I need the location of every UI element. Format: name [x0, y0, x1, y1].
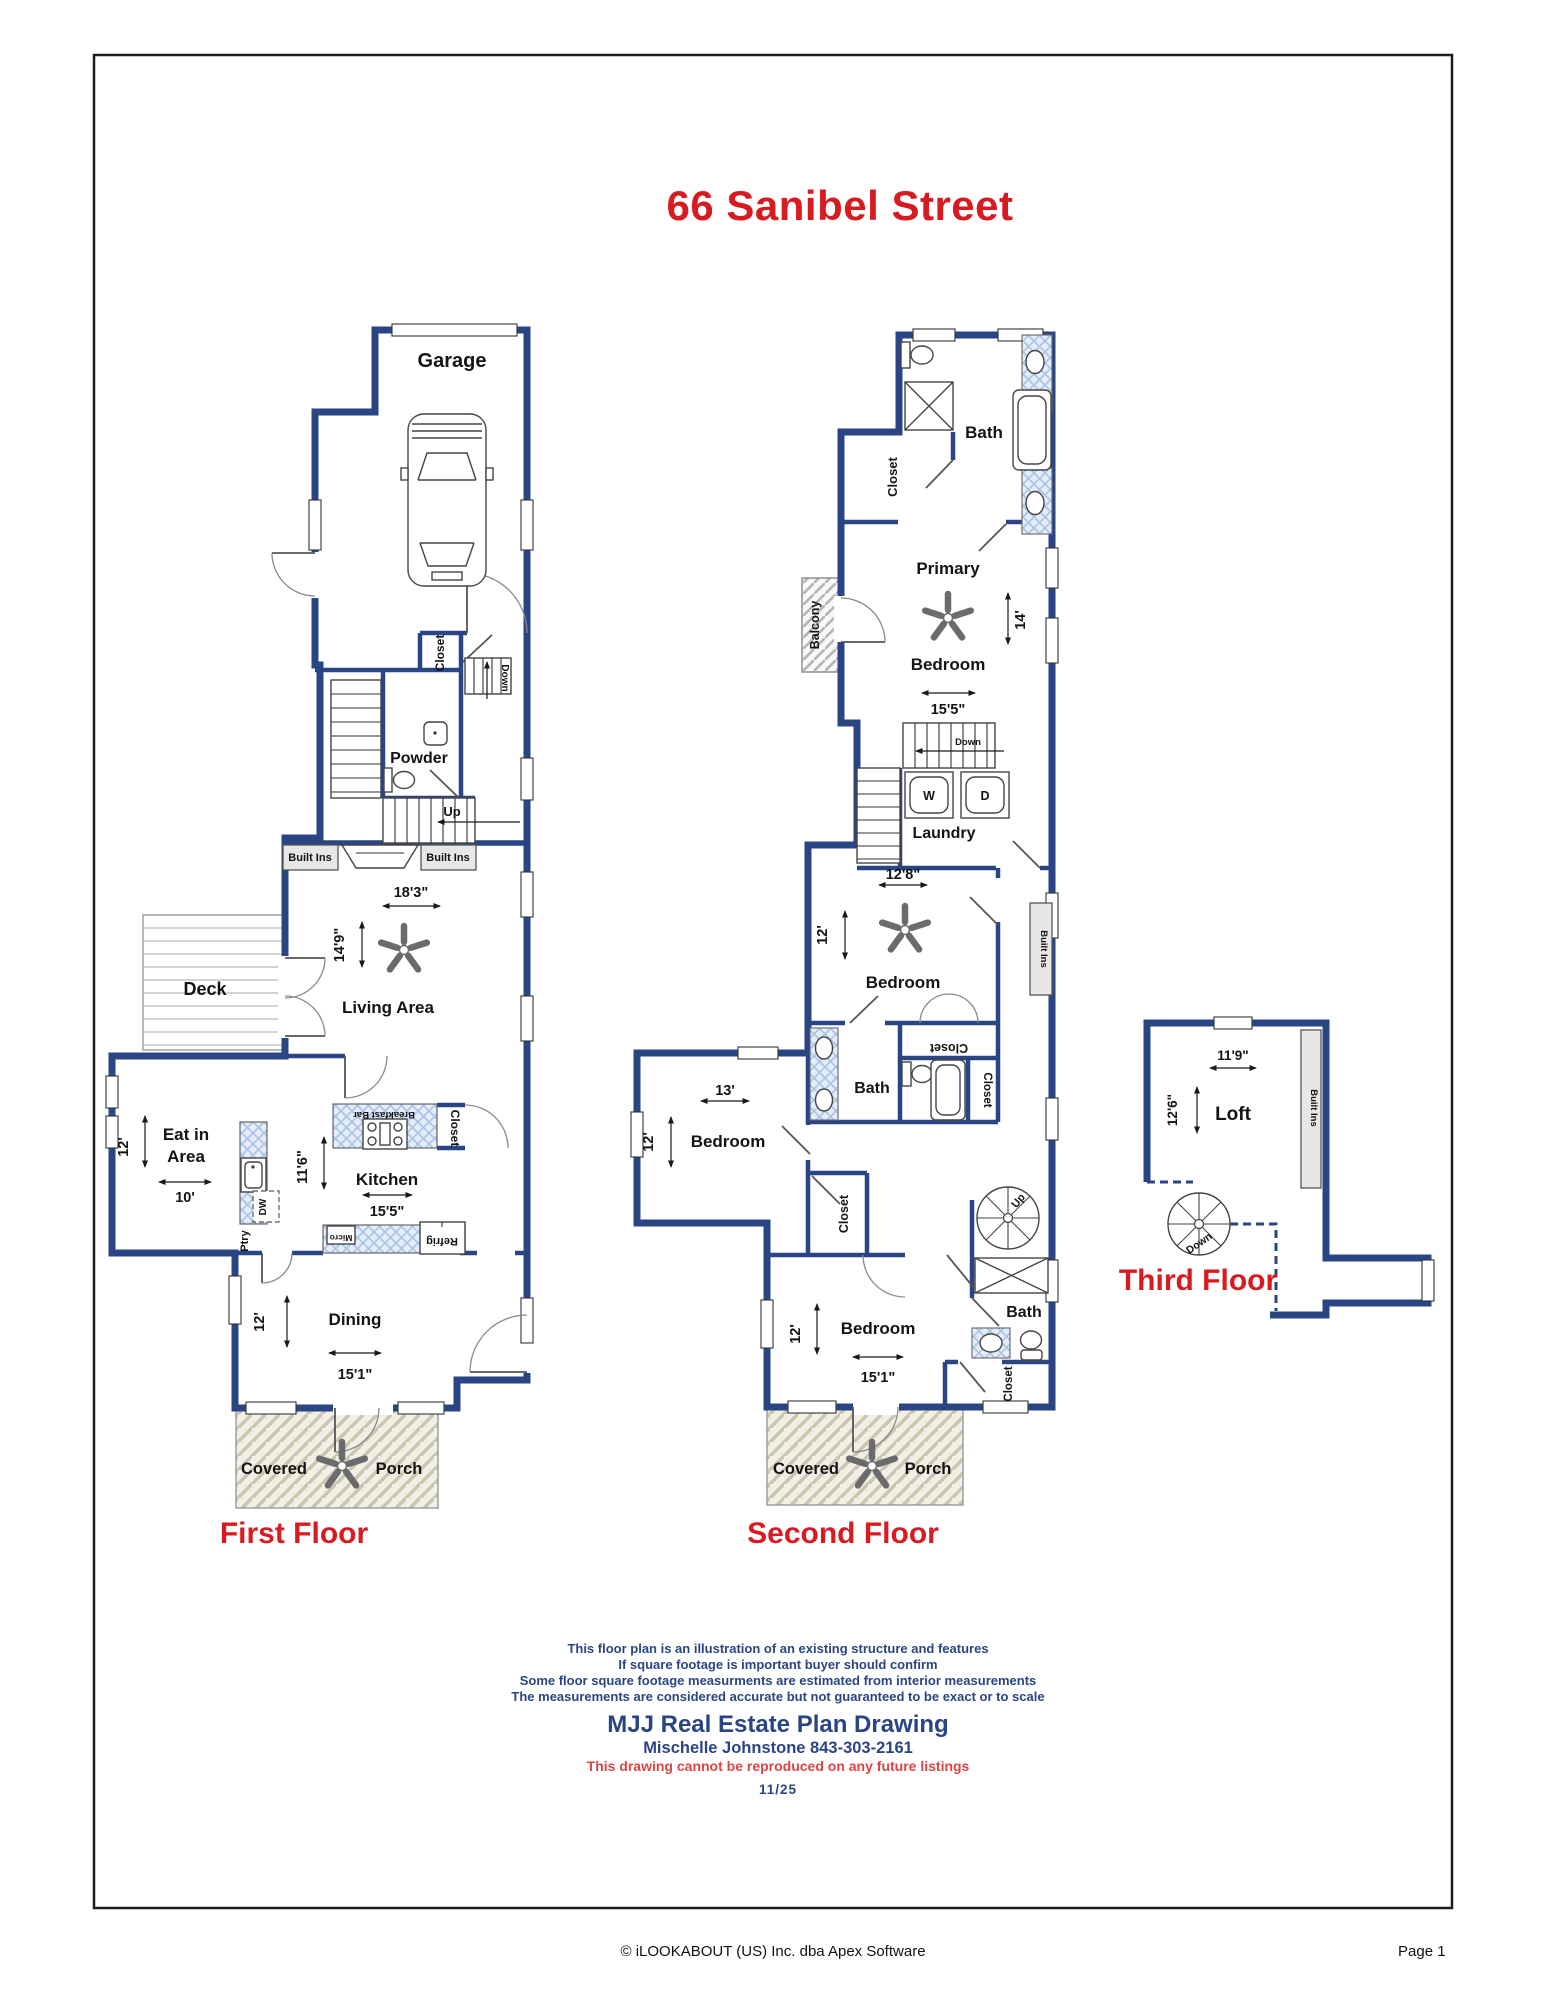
- label-covered: Covered: [240, 1460, 308, 1478]
- label-balcony: Balcony: [808, 600, 822, 650]
- first-floor-plan: [106, 324, 534, 1550]
- shower-icon: [905, 382, 953, 430]
- sink-icon: [980, 1334, 1002, 1352]
- plan-date: 11/25: [758, 1781, 798, 1797]
- second-floor-plan: [631, 329, 1058, 1550]
- label-built-ins-right: Built Ins: [426, 852, 470, 864]
- page-title: 66 Sanibel Street: [666, 182, 1014, 229]
- toilet-icon: [902, 1062, 932, 1086]
- disclaimer-line-3: Some floor square footage measurments are estimated from interior measurements: [519, 1672, 1037, 1688]
- company-name: MJJ Real Estate Plan Drawing: [607, 1711, 949, 1739]
- room-label-kitchen: Kitchen: [355, 1170, 419, 1189]
- third-floor-plan: [1119, 1017, 1434, 1315]
- dim-dining-width: 15'1": [337, 1367, 373, 1383]
- copyright-text: © iLOOKABOUT (US) Inc. dba Apex Software: [620, 1943, 926, 1960]
- dim-living-depth: 14'9": [332, 927, 348, 963]
- staircase-entry: [331, 680, 381, 798]
- label-breakfast-bar: Breakfast Bar: [353, 1109, 415, 1120]
- staircase-side: [857, 768, 900, 863]
- toilet-icon: [384, 768, 415, 792]
- covered-porch-area-2: [767, 1407, 963, 1505]
- dim-bed-low-width: 15'1": [860, 1370, 896, 1386]
- sink-icon: [816, 1037, 833, 1059]
- dim-loft-width: 11'9": [1217, 1048, 1249, 1063]
- room-label-living-area: Living Area: [342, 998, 434, 1017]
- room-label-bedroom-left: Bedroom: [690, 1132, 766, 1151]
- disclaimer-line-4: The measurements are considered accurate but not guaranteed to be exact or to scale: [511, 1688, 1045, 1704]
- label-built-ins-2: Built Ins: [1038, 930, 1049, 968]
- staircase-up: [383, 798, 475, 843]
- stair-label-up: Up: [443, 804, 461, 819]
- label-built-ins-left: Built Ins: [288, 852, 332, 864]
- sink-icon: [1026, 492, 1044, 515]
- car-icon: [401, 414, 493, 586]
- room-label-eat-in-2: Area: [167, 1147, 205, 1166]
- label-micro: Micro: [329, 1233, 353, 1243]
- room-label-eat-in-1: Eat in: [162, 1125, 210, 1144]
- sink-icon: [816, 1089, 833, 1111]
- room-label-bath-top: Bath: [965, 423, 1003, 442]
- dim-loft-depth: 12'6": [1165, 1093, 1180, 1127]
- room-label-bath-mid: Bath: [854, 1080, 890, 1097]
- label-dryer: D: [980, 789, 990, 803]
- floor-label-first: First Floor: [219, 1517, 369, 1550]
- room-label-closet-entry: Closet: [433, 634, 447, 672]
- room-label-closet-top: Closet: [885, 457, 900, 497]
- spiral-label-up: Up: [1009, 1191, 1029, 1211]
- sink-icon: [1026, 351, 1044, 374]
- label-covered-2: Covered: [772, 1460, 840, 1478]
- label-dishwasher: DW: [258, 1198, 269, 1216]
- shower-icon: [975, 1258, 1048, 1293]
- room-label-loft: Loft: [1215, 1104, 1251, 1125]
- room-label-bedroom-low: Bedroom: [840, 1319, 916, 1338]
- fireplace-icon: [342, 845, 418, 868]
- label-built-ins-3: Built Ins: [1308, 1089, 1319, 1127]
- room-label-closet-low: Closet: [837, 1194, 851, 1234]
- dim-bed-left-width: 13': [715, 1083, 735, 1099]
- staircase-down-2: [903, 723, 1004, 768]
- footer-disclaimer-block: [288, 1641, 1268, 1797]
- dim-living-width: 18'3": [393, 885, 429, 901]
- stair-label-down: Down: [499, 664, 510, 692]
- floor-label-second: Second Floor: [747, 1517, 939, 1550]
- room-label-closet-mid: Closet: [929, 1041, 969, 1055]
- dim-bed-low-depth: 12': [788, 1324, 804, 1344]
- room-label-primary-1: Primary: [916, 559, 980, 578]
- floor-label-third: Third Floor: [1118, 1264, 1278, 1297]
- dim-kitchen-width: 15'5": [369, 1204, 405, 1220]
- sink-icon: [424, 722, 447, 745]
- room-label-deck: Deck: [183, 979, 227, 999]
- dim-primary-depth: 14': [1013, 610, 1029, 630]
- kitchen-counters: [240, 1104, 465, 1254]
- ceiling-fan-icon: [381, 926, 427, 969]
- label-porch-2: Porch: [904, 1460, 952, 1478]
- room-label-bath-low: Bath: [1006, 1304, 1042, 1321]
- room-label-powder: Powder: [390, 750, 448, 767]
- dim-kitchen-depth: 11'6": [295, 1150, 311, 1184]
- spiral-label-down: Down: [1184, 1230, 1215, 1257]
- dim-bed-mid-depth: 12': [815, 925, 831, 945]
- room-label-dining: Dining: [328, 1310, 382, 1329]
- room-label-garage: Garage: [417, 350, 487, 372]
- page-number: Page 1: [1398, 1943, 1446, 1960]
- room-label-closet-bottom: Closet: [1003, 1366, 1015, 1402]
- dim-eat-in-depth: 12': [116, 1137, 132, 1157]
- label-washer: W: [923, 789, 935, 803]
- toilet-icon: [901, 342, 933, 368]
- bathtub-icon: [931, 1060, 965, 1120]
- dim-bed-left-depth: 12': [641, 1132, 657, 1152]
- room-label-laundry: Laundry: [912, 825, 976, 842]
- reproduction-notice: This drawing cannot be reproduced on any future listings: [586, 1757, 970, 1774]
- second-floor-outer-walls: [637, 335, 1052, 1407]
- disclaimer-line-1: This floor plan is an illustration of an existing structure and features: [567, 1641, 989, 1656]
- dim-bed-mid-width: 12'8": [885, 867, 921, 883]
- dim-eat-in-width: 10': [175, 1190, 195, 1206]
- covered-porch-area: [236, 1408, 438, 1508]
- room-label-pantry: Ptry: [239, 1230, 251, 1252]
- stove-icon: [363, 1119, 407, 1149]
- ceiling-fan-icon: [882, 906, 928, 949]
- label-porch: Porch: [375, 1460, 423, 1478]
- page-border: [94, 55, 1452, 1908]
- agent-contact: Mischelle Johnstone 843-303-2161: [643, 1738, 913, 1757]
- ceiling-fan-icon: [925, 594, 971, 637]
- room-label-bedroom-mid: Bedroom: [865, 973, 941, 992]
- stair-label-down-2: Down: [955, 737, 981, 748]
- toilet-icon: [1021, 1331, 1043, 1360]
- dim-primary-width: 15'5": [930, 702, 966, 718]
- label-refrig: Refrig: [426, 1235, 458, 1247]
- room-label-closet-mid2: Closet: [981, 1072, 993, 1108]
- room-label-primary-2: Bedroom: [910, 655, 986, 674]
- disclaimer-line-2: If square footage is important buyer should confirm: [618, 1656, 938, 1672]
- kitchen-sink-icon: [241, 1158, 266, 1192]
- dim-dining-depth: 12': [252, 1312, 268, 1332]
- bathtub-icon: [1013, 390, 1051, 470]
- spiral-staircase: [977, 1187, 1039, 1249]
- room-label-closet-kitchen: Closet: [448, 1109, 462, 1147]
